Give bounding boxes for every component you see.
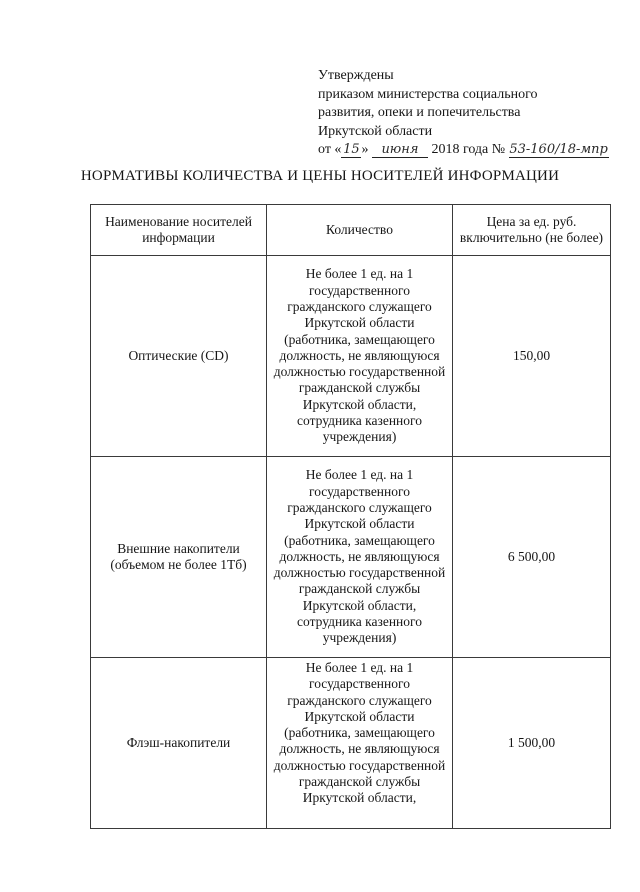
header-media-name: Наименование носителей информации (91, 205, 267, 256)
media-name-cell: Оптические (CD) (91, 256, 267, 457)
order-number: 53-160/18-мпр (509, 142, 608, 157)
header-price: Цена за ед. руб. включительно (не более) (453, 205, 611, 256)
quantity-cell: Не более 1 ед. на 1 государственного гражданского служащего Иркутской области (работника, замещающего должность, не являющуюся должностью государственной гражданской службы Иркутской области, сотрудника казенного учреждения) (267, 256, 453, 457)
price-cell: 150,00 (453, 256, 611, 457)
price-cell: 6 500,00 (453, 457, 611, 658)
quantity-cell (267, 658, 453, 829)
header-quantity: Количество (267, 205, 453, 256)
media-name-cell: Флэш-накопители (91, 658, 267, 829)
approval-line: Утверждены (318, 68, 394, 83)
table-row (91, 457, 611, 658)
date-day: 15 (343, 142, 360, 157)
date-quote: » (361, 142, 369, 157)
approval-stamp (318, 67, 638, 160)
price-cell: 1 500,00 (453, 658, 611, 829)
approval-line: приказом министерства социального (318, 86, 538, 102)
media-name-cell: Внешние накопители (объемом не более 1Тб) (91, 457, 267, 658)
approval-line: Иркутской области (318, 123, 433, 139)
table-row (91, 658, 611, 829)
date-month: июня (372, 143, 428, 158)
date-year: 2018 года № (431, 142, 506, 157)
table-header-row (91, 205, 611, 256)
date-prefix: от « (318, 142, 342, 157)
approval-line: развития, опеки и попечительства (318, 105, 521, 120)
table-row (91, 256, 611, 457)
approval-date-line (318, 141, 638, 160)
norms-table (90, 204, 611, 829)
quantity-cell: Не более 1 ед. на 1 государственного гражданского служащего Иркутской области (работника, замещающего должность, не являющуюся должностью государственной гражданской службы Иркутской области, сотрудника казенного учреждения) (267, 457, 453, 658)
quantity-text: Не более 1 ед. на 1 государственного гражданского служащего Иркутской области (работника, замещающего должность, не являющуюся должностью государственной гражданской службы Иркутской области, (273, 660, 446, 806)
document-title: НОРМАТИВЫ КОЛИЧЕСТВА И ЦЕНЫ НОСИТЕЛЕЙ ИНФОРМАЦИИ (80, 168, 560, 184)
